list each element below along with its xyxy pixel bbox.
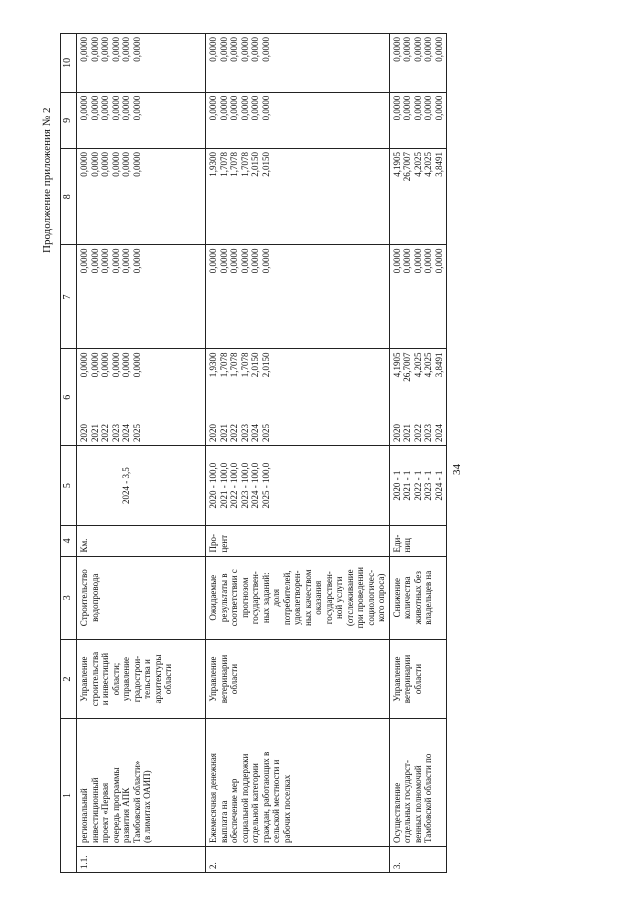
cell-value: 0,0000 — [402, 248, 412, 274]
total-values — [79, 353, 142, 378]
cell-value: 0,0000 — [100, 37, 110, 62]
cell-value: 0,0000 — [260, 37, 271, 62]
cell-value: 0,0000 — [218, 37, 229, 62]
cell-value: 2025 — [131, 423, 142, 442]
cell-value: 2,0150 — [260, 352, 271, 378]
cell-value: 2022 — [229, 423, 239, 442]
federal-values — [389, 245, 447, 349]
target-values — [77, 445, 206, 525]
cell-value: 0,0000 — [402, 37, 412, 62]
cell-value: 2024 — [121, 423, 131, 442]
cell-value: 4,1905 — [391, 151, 402, 177]
cell-value: 2022 - 100,0 — [229, 462, 239, 509]
cell-value — [132, 449, 143, 522]
cell-value: 1,7078 — [218, 352, 229, 378]
cell-value: 0,0000 — [110, 248, 121, 274]
cell-value: 26,7007 — [402, 352, 412, 382]
cell-value: 4,1905 — [391, 352, 402, 378]
cell-value: 2024 - 3,5 — [121, 467, 131, 504]
cell-value: 0,0000 — [433, 95, 444, 121]
cell-value: 0,0000 — [218, 248, 229, 274]
continuation-title: Продолжение приложения № 2 — [41, 107, 53, 253]
cell-value: 1,9300 — [208, 151, 218, 177]
cell-value: 0,0000 — [229, 37, 239, 62]
executor: Управление ветеринарии области — [206, 639, 390, 718]
cell-value: 2022 — [100, 423, 110, 442]
cell-value: 0,0000 — [250, 95, 260, 121]
cell-value: 0,0000 — [239, 248, 250, 274]
cell-value: 2,0150 — [250, 151, 260, 177]
cell-value: 0,0000 — [131, 352, 142, 378]
years-list — [208, 424, 271, 442]
cell-value: 0,0000 — [260, 248, 271, 274]
cell-value: 2021 - 1 — [402, 470, 412, 501]
cell-value: 0,0000 — [100, 95, 110, 121]
indicator: Снижение количества животных без владельцев на — [389, 556, 447, 639]
cell-value: 3,8491 — [433, 352, 444, 378]
cell-value: 0,0000 — [110, 151, 121, 177]
cell-value: 1,9300 — [208, 352, 218, 378]
local-values — [77, 92, 206, 148]
cell-value: 2024 - 100,0 — [250, 462, 260, 509]
cell-value: 0,0000 — [412, 37, 423, 62]
column-header-10: 10 — [61, 34, 77, 93]
table-row — [77, 34, 206, 873]
executor: Управление ветеринарии области — [389, 639, 447, 718]
cell-value: 0,0000 — [100, 352, 110, 378]
cell-value: 0,0000 — [121, 37, 131, 62]
executor: Управление строительства и инвестиций области; управление градострои- тельства и архитектуры области — [77, 639, 206, 718]
cell-value: 26,7007 — [402, 151, 412, 182]
years-and-total — [206, 349, 390, 445]
cell-value: 0,0000 — [100, 248, 110, 274]
cell-value: 0,0000 — [79, 151, 89, 177]
column-header-6: 6 — [61, 349, 77, 445]
extrabudget-values — [77, 34, 206, 93]
years-list — [392, 424, 445, 442]
cell-value — [79, 449, 90, 522]
regional-values — [206, 148, 390, 244]
cell-value: 2020 — [391, 423, 402, 442]
target-values — [206, 445, 390, 525]
row-number: 2. — [206, 847, 390, 873]
federal-values — [206, 245, 390, 349]
unit: Км. — [77, 526, 206, 556]
cell-value: 0,0000 — [423, 248, 433, 274]
event-name: Осуществление отдельных государст- венных полномочий Тамбовской области по — [389, 719, 447, 847]
cell-value: 2020 - 100,0 — [208, 462, 218, 509]
cell-value: 1,7078 — [229, 352, 239, 378]
cell-value: 0,0000 — [121, 248, 131, 274]
cell-value: 2022 — [412, 423, 423, 442]
cell-value: 2023 — [239, 423, 250, 442]
cell-value: 0,0000 — [402, 95, 412, 121]
column-header-7: 7 — [61, 245, 77, 349]
column-header-8: 8 — [61, 148, 77, 244]
cell-value: 0,0000 — [131, 151, 142, 177]
cell-value: 2020 — [208, 423, 218, 442]
local-values — [389, 92, 447, 148]
cell-value: 2025 — [260, 423, 271, 442]
cell-value: 0,0000 — [208, 248, 218, 274]
regional-values — [77, 148, 206, 244]
cell-value: 0,0000 — [110, 352, 121, 378]
cell-value: 2024 — [250, 423, 260, 442]
cell-value: 0,0000 — [412, 248, 423, 274]
column-header-4: 4 — [61, 526, 77, 556]
total-values — [208, 353, 271, 378]
cell-value: 2021 — [89, 423, 100, 442]
cell-value: 2,0150 — [260, 151, 271, 177]
cell-value: 4,2025 — [423, 352, 433, 378]
cell-value: 2020 - 1 — [391, 470, 402, 501]
cell-value: 0,0000 — [412, 95, 423, 121]
column-header-9: 9 — [61, 92, 77, 148]
indicator: Ожидаемые результаты в соответствии с прогнозом государствен- ных заданий: доля потребителей, удовлетворен- ных качеством оказания государствен- ной услуги (отслеживание при проведении социологичес- кого опроса) — [206, 556, 390, 639]
cell-value: 0,0000 — [131, 37, 142, 62]
cell-value: 0,0000 — [79, 37, 89, 62]
cell-value: 0,0000 — [89, 95, 100, 121]
cell-value: 0,0000 — [121, 352, 131, 378]
cell-value: 4,2025 — [412, 151, 423, 177]
cell-value: 0,0000 — [423, 37, 433, 62]
cell-value: 0,0000 — [89, 248, 100, 274]
total-values — [392, 353, 445, 382]
cell-value: 0,0000 — [89, 151, 100, 177]
indicator: Строительство водопровода — [77, 556, 206, 639]
cell-value: 0,0000 — [208, 95, 218, 121]
cell-value: 2022 - 1 — [412, 470, 423, 501]
unit: Еди- ниц — [389, 526, 447, 556]
years-list — [79, 424, 142, 442]
unit: Про- цент — [206, 526, 390, 556]
cell-value: 0,0000 — [433, 37, 444, 62]
cell-value: 2023 - 1 — [423, 470, 433, 501]
column-header-3: 3 — [61, 556, 77, 639]
cell-value: 0,0000 — [131, 95, 142, 121]
page-number: 34 — [451, 464, 463, 475]
cell-value: 4,2025 — [423, 151, 433, 177]
event-name: региональный инвестиционный проект «Первая очередь программы развития АПК Тамбовской области» (в лимитах ОАИП) — [77, 719, 206, 847]
cell-value: 2021 — [402, 423, 412, 442]
years-and-total — [77, 349, 206, 445]
cell-value: 1,7078 — [229, 151, 239, 177]
cell-value: 2021 - 100,0 — [218, 462, 229, 509]
years-and-total — [389, 349, 447, 445]
federal-values — [77, 245, 206, 349]
cell-value: 2025 - 100,0 — [260, 462, 271, 509]
cell-value: 1,7078 — [239, 151, 250, 177]
cell-value: 1,7078 — [239, 352, 250, 378]
cell-value: 0,0000 — [391, 95, 402, 121]
cell-value: 0,0000 — [89, 37, 100, 62]
cell-value: 0,0000 — [229, 95, 239, 121]
cell-value: 4,2025 — [412, 352, 423, 378]
event-name: Ежемесячная денежная выплата на обеспечение мер социальной поддержки отдельной категории граждан, работающих в сельской местности и рабочих поселках — [206, 719, 390, 847]
cell-value: 0,0000 — [131, 248, 142, 274]
table-row — [206, 34, 390, 873]
cell-value: 1,7078 — [218, 151, 229, 177]
column-header-1: 1 — [61, 719, 77, 873]
cell-value: 2024 - 1 — [433, 470, 444, 501]
cell-value: 0,0000 — [250, 37, 260, 62]
cell-value — [111, 449, 122, 522]
table-row — [389, 34, 447, 873]
cell-value: 0,0000 — [208, 37, 218, 62]
cell-value: 0,0000 — [79, 352, 89, 378]
cell-value: 0,0000 — [239, 37, 250, 62]
appendix-table — [60, 33, 447, 873]
cell-value: 0,0000 — [79, 95, 89, 121]
column-header-5: 5 — [61, 445, 77, 525]
cell-value: 2023 — [110, 423, 121, 442]
cell-value: 0,0000 — [110, 37, 121, 62]
target-values — [389, 445, 447, 525]
local-values — [206, 92, 390, 148]
column-header-2: 2 — [61, 639, 77, 718]
cell-value: 2024 — [433, 423, 444, 442]
cell-value: 0,0000 — [110, 95, 121, 121]
cell-value: 0,0000 — [239, 95, 250, 121]
cell-value: 2023 — [423, 423, 433, 442]
regional-values — [389, 148, 447, 244]
cell-value: 3,8491 — [433, 151, 444, 177]
cell-value: 0,0000 — [260, 95, 271, 121]
cell-value: 0,0000 — [121, 151, 131, 177]
header-row — [61, 34, 77, 873]
extrabudget-values — [206, 34, 390, 93]
row-number: 1.1. — [77, 847, 206, 873]
cell-value: 0,0000 — [100, 151, 110, 177]
cell-value: 0,0000 — [89, 352, 100, 378]
cell-value: 0,0000 — [391, 248, 402, 274]
cell-value: 0,0000 — [423, 95, 433, 121]
cell-value — [90, 449, 101, 522]
extrabudget-values — [389, 34, 447, 93]
cell-value: 0,0000 — [433, 248, 444, 274]
cell-value: 0,0000 — [250, 248, 260, 274]
cell-value: 0,0000 — [229, 248, 239, 274]
cell-value: 2,0150 — [250, 352, 260, 378]
cell-value: 2023 - 100,0 — [239, 462, 250, 509]
cell-value: 0,0000 — [218, 95, 229, 121]
cell-value: 0,0000 — [391, 37, 402, 62]
row-number: 3. — [389, 847, 447, 873]
cell-value: 0,0000 — [79, 248, 89, 274]
cell-value: 2020 — [79, 423, 89, 442]
cell-value: 0,0000 — [121, 95, 131, 121]
cell-value: 2021 — [218, 423, 229, 442]
cell-value — [100, 449, 111, 522]
